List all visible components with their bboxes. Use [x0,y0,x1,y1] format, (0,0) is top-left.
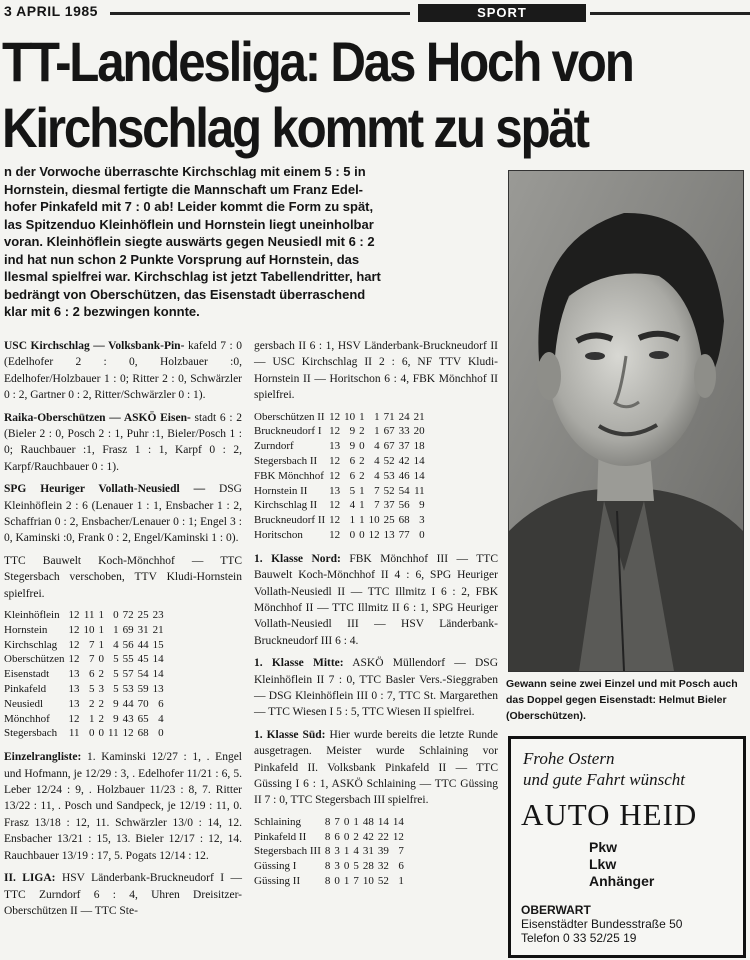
article-column-1 [4,338,242,925]
team-name: Pinkafeld [4,683,47,696]
stat-cell: 1 [113,623,119,636]
team-name: Bruckneudorf II [254,514,326,527]
table-row [4,712,166,727]
result-heading: 1. Klasse Süd: [254,728,326,741]
stat-cell: 1 [88,712,95,725]
stat-cell: 1 [359,499,365,512]
lead-paragraph [4,163,496,321]
table-row [254,454,427,469]
lead-line: llesmal spielfrei war. Kirchschlag ist jetzt Tabellendritter, hart [4,269,381,284]
team-name: Zurndorf [254,440,294,453]
stat-cell: 12 [329,410,341,423]
stat-cell: 13 [68,697,80,710]
stat-cell: 21 [413,410,425,423]
result-paragraph [4,338,242,404]
table-row [254,484,427,499]
team-name: Oberschützen II [254,410,325,423]
stat-cell: 1 [353,815,359,828]
stat-cell: 11 [83,609,95,622]
stat-cell: 0 [359,529,365,541]
stat-cell: 15 [152,638,164,651]
stat-cell: 10 [368,514,380,527]
stat-cell: 25 [383,514,395,527]
team-name: Oberschützen [4,653,65,666]
table-row [254,513,427,528]
table-row [4,726,166,741]
result-heading: SPG Heuriger Vollath-Neusiedl — [4,483,206,496]
result-paragraph: TTC Bauwelt Koch-Mönchhof — TTC Stegersbach verschoben, TTV Kludi-Hornstein spielfrei. [4,554,242,600]
stat-cell: 37 [398,440,410,453]
ad-vehicle-type: Anhänger [589,873,655,889]
stat-cell: 8 [324,845,331,858]
stat-cell: 52 [383,484,395,497]
stat-cell: 67 [383,425,395,438]
stat-cell: 53 [383,469,395,482]
table-row [254,410,427,425]
lead-line: ind hat nun schon 2 Punkte Vorsprung auf Hornstein, das [4,251,360,267]
stat-cell: 8 [324,875,331,888]
stat-cell: 2 [98,697,104,710]
stat-cell: 7 [334,815,340,828]
stat-cell: 12 [329,529,341,541]
stat-cell: 8 [324,860,331,873]
stat-cell: 12 [68,609,80,622]
team-name: Stegersbach III [254,845,321,858]
stat-cell: 5 [113,668,119,681]
stat-cell: 44 [122,697,134,710]
liga-paragraph [4,870,242,919]
result-heading: Raika-Oberschützen — ASKÖ Eisen- [4,411,191,424]
stat-cell: 14 [413,455,425,468]
lead-line: voran. Kleinhöflein siegte auswärts gegen Neusiedl mit 6 : 2 [4,234,375,249]
ad-vehicle-type: Lkw [589,856,617,872]
stat-cell: 2 [359,469,365,482]
stat-cell: 0 [158,727,164,740]
stat-cell: 12 [68,623,80,636]
stat-cell: 5 [349,484,356,497]
stat-cell: 11 [414,484,425,497]
stat-cell: 12 [68,638,80,651]
stat-cell: 13 [152,683,164,696]
team-name: Bruckneudorf I [254,425,322,438]
table-row [254,498,427,513]
stat-cell: 13 [329,440,341,453]
stat-cell: 2 [353,830,359,843]
portrait-image [509,171,743,671]
ad-company-name: AUTO HEID [521,797,698,832]
team-name: Schlaining [254,815,302,828]
stat-cell: 0 [334,875,340,888]
lead-line: bedrängt von Oberschützen, das Eisenstadt überraschend [4,286,366,302]
table-row [254,859,406,874]
result-text: stadt 6 : 2 (Bieler 2 : 0, Posch 2 : 1, Puhr :1, Bieler/Posch 1 : 0; Rauchbauer :1, Frasz 1 : 1, Karpf 0 : 2, Karpf/Rauchbauer 0 : 1). [4,411,242,473]
stat-cell: 14 [152,653,164,666]
liga-text: HSV Länderbank-Bruckneudorf I — TTC Zurndorf 6 : 4, Uhren Dreisitzer-Oberschützen II — TTC Ste- [4,872,242,917]
team-name: Kirchschlag II [254,499,318,512]
stat-cell: 6 [349,469,356,482]
stat-cell: 6 [334,830,340,843]
result-heading: 1. Klasse Nord: [254,552,341,565]
stat-cell: 65 [137,712,149,725]
stat-cell: 4 [374,469,380,482]
stat-cell: 52 [377,875,389,888]
team-name: Kirchschlag [4,638,58,651]
stat-cell: 3 [419,514,425,527]
result-text: ASKÖ Müllendorf — DSG Kleinhöflein II 7 : 0, TTC Basler Vers.-Sieggraben — DSG Kleinhöflein III 0 : 7, TTC St. Margarethen — TTC Wiesen I 5 : 5, TTC Wiesen II spielfrei. [254,657,498,719]
result-heading: USC Kirchschlag — Volksbank-Pin- [4,340,185,352]
table-row [4,667,166,682]
stat-cell: 1 [98,623,104,636]
stat-cell: 2 [98,712,104,725]
header-rule-right [590,12,750,15]
team-name: Hornstein [4,623,48,636]
stat-cell: 1 [359,410,365,423]
ad-greeting-line-1: Frohe Ostern [523,749,615,768]
result-paragraph: gersbach II 6 : 1, HSV Länderbank-Bruckneudorf II — USC Kirchschlag II 2 : 6, NF TTV Kludi-Hornstein II — Horitschon 6 : 4, FBK Mönchhof II spielfrei. [254,340,498,402]
stat-cell: 32 [377,860,389,873]
stat-cell: 0 [113,609,119,622]
stat-cell: 0 [343,815,350,828]
section-tag: SPORT [418,4,586,22]
stat-cell: 5 [113,653,119,666]
stat-cell: 7 [374,484,380,497]
article-column-2 [254,338,498,897]
stat-cell: 0 [343,830,350,843]
stat-cell: 54 [137,668,149,681]
stat-cell: 3 [334,845,340,858]
result-paragraph [4,410,242,476]
result-paragraph [254,727,498,809]
ad-greeting-line-2: und gute Fahrt wünscht [523,770,685,789]
team-name: Eisenstadt [4,668,50,681]
stat-cell: 10 [362,875,374,888]
team-name: Pinkafeld II [254,830,307,843]
advertisement-box [508,736,746,958]
stat-cell: 0 [88,727,95,740]
team-name: Neusiedl [4,697,44,710]
stat-cell: 11 [107,727,119,740]
stat-cell: 12 [68,712,80,725]
stat-cell: 24 [398,410,410,423]
result-text: DSG Kleinhöflein 2 : 6 (Lenauer 1 : 1, Ensbacher 1 : 2, Schaffrian 0 : 2, Ensbacher/Lenauer 0 : 1; Engel 3 : 0, Kaminski :0, Frank 0 : 2, Engel/Kaminski 1 : 0). [4,483,242,545]
stat-cell: 9 [113,697,119,710]
stat-cell: 71 [383,410,395,423]
standings-table-klasse-sued [254,815,406,889]
stat-cell: 9 [113,712,119,725]
stat-cell: 9 [349,425,356,438]
result-paragraph [254,551,498,649]
table-row [254,528,427,543]
stat-cell: 9 [419,499,425,512]
stat-cell: 14 [152,668,164,681]
result-text: Hier wurde bereits die letzte Runde ausgetragen. Meister wurde Schlaining vor Pinkafeld II. Volksbank Pinkafeld II — TTC Güssing I 6 : 1, ASKÖ Schlaining — TTC Güssing II 7 : 0, TTC Stegersbach III spielfrei. [254,728,498,807]
stat-cell: 12 [329,514,341,527]
stat-cell: 28 [362,860,374,873]
standings-table-liga-2 [254,410,427,543]
stat-cell: 33 [398,425,410,438]
stat-cell: 7 [398,845,404,858]
lead-line: n der Vorwoche überraschte Kirchschlag mit einem 5 : 5 in [4,164,366,179]
stat-cell: 13 [329,484,341,497]
stat-cell: 22 [377,830,389,843]
stat-cell: 12 [329,499,341,512]
liga-heading: II. LIGA: [4,872,56,885]
stat-cell: 4 [158,712,164,725]
table-row [4,697,166,712]
stat-cell: 2 [98,668,104,681]
stat-cell: 23 [152,609,164,622]
stat-cell: 42 [398,455,410,468]
ranking-text: 1. Kaminski 12/27 : 1, . Engel und Hofmann, je 12/29 : 3, . Edelhofer 11/21 : 6, 5. Leber 12/24 : 9, . Holzbauer 11/23 : 8, 7. Ritter 13/22 : 11, . Posch und Sandpeck, je 12/19 : 11, 0. Frasz 13/18 : 12, 11. Schwärzler 13/0 : 14, 12. Ensbacher 13/21 : 15, 13. Bieler 12/17 : 12, 14. Rauchbauer 13/19 : 17, 5. Pogats 12/14 : 12. [4,751,243,862]
stat-cell: 48 [362,815,374,828]
stat-cell: 1 [398,875,404,888]
stat-cell: 57 [122,668,134,681]
stat-cell: 6 [349,455,356,468]
stat-cell: 18 [413,440,425,453]
table-row [254,439,427,454]
team-name: Kleinhöflein [4,609,60,622]
stat-cell: 31 [362,845,374,858]
stat-cell: 21 [152,623,164,636]
ad-town: OBERWART [521,903,591,917]
result-text: FBK Mönchhof III — TTC Bauwelt Koch-Mönchhof II 4 : 6, SPG Heuriger Vollath-Neusiedl II — TTC Illmitz I 6 : 2, FBK Mönchhof II — TTC Illmitz II 6 : 1, SPG Heuriger Vollath-Neusiedl III — HSV Länderbank-Bruckneudorf III 6 : 4. [254,552,498,647]
ad-street: Eisenstädter Bundesstraße 50 [521,917,683,931]
stat-cell: 44 [137,638,149,651]
stat-cell: 5 [88,683,95,696]
stat-cell: 42 [362,830,374,843]
stat-cell: 5 [353,860,359,873]
stat-cell: 10 [344,410,356,423]
result-paragraph [4,481,242,547]
stat-cell: 0 [359,440,365,453]
table-row [254,424,427,439]
stat-cell: 72 [122,609,134,622]
stat-cell: 39 [377,845,389,858]
stat-cell: 10 [83,623,95,636]
result-paragraph [254,655,498,721]
stat-cell: 13 [68,683,80,696]
lead-line: hofer Pinkafeld mit 7 : 0 ab! Leider kommt die Form zu spät, [4,199,374,214]
team-name: Güssing I [254,860,297,873]
stat-cell: 12 [392,830,404,843]
stat-cell: 56 [122,638,134,651]
table-row [254,874,406,889]
issue-date: 3 APRIL 1985 [4,3,98,19]
stat-cell: 54 [398,484,410,497]
headline-line-2: Kirchschlag kommt zu spät [2,96,588,159]
stat-cell: 14 [413,469,425,482]
team-name: Hornstein II [254,484,308,497]
table-row [254,830,406,845]
stat-cell: 1 [359,484,365,497]
header-rule-left [110,12,410,15]
stat-cell: 6 [398,860,404,873]
stat-cell: 3 [98,683,104,696]
stat-cell: 4 [349,499,356,512]
stat-cell: 55 [122,653,134,666]
table-row [4,608,166,623]
team-name: Stegersbach [4,727,58,740]
table-row [4,623,166,638]
stat-cell: 1 [343,875,350,888]
standings-table-landesliga [4,608,166,741]
stat-cell: 7 [88,653,95,666]
table-row [4,652,166,667]
stat-cell: 1 [359,514,365,527]
result-heading: 1. Klasse Mitte: [254,657,344,670]
stat-cell: 46 [398,469,410,482]
stat-cell: 13 [68,668,80,681]
stat-cell: 45 [137,653,149,666]
stat-cell: 43 [122,712,134,725]
stat-cell: 0 [98,727,104,740]
table-row [254,815,406,830]
stat-cell: 2 [359,425,365,438]
stat-cell: 12 [68,653,80,666]
team-name: FBK Mönchhof [254,469,324,482]
stat-cell: 14 [392,815,404,828]
team-name: Güssing II [254,875,301,888]
stat-cell: 4 [374,455,380,468]
stat-cell: 8 [324,830,331,843]
stat-cell: 31 [137,623,149,636]
stat-cell: 11 [68,727,80,740]
stat-cell: 68 [398,514,410,527]
stat-cell: 52 [383,455,395,468]
ad-vehicle-type: Pkw [589,839,618,855]
ranking-heading: Einzelrangliste: [4,751,82,764]
stat-cell: 8 [324,815,331,828]
stat-cell: 69 [122,623,134,636]
stat-cell: 0 [349,529,356,541]
stat-cell: 0 [419,529,425,541]
stat-cell: 1 [98,638,104,651]
table-row [4,682,166,697]
result-text: kafeld 7 : 0 (Edelhofer 2 : 0, Holzbauer :0, Edelhofer/Holzbauer 1 : 0; Ritter 2 : 0, Schwärzler 0 : 2, Gartner 0 : 2, Ritter/Schwärzler 0 : 1). [4,340,242,402]
stat-cell: 3 [334,860,340,873]
ad-phone: Telefon 0 33 52/25 19 [521,931,637,945]
stat-cell: 67 [383,440,395,453]
team-name: Horitschon [254,529,303,541]
stat-cell: 1 [374,410,380,423]
stat-cell: 13 [383,529,395,541]
team-name: Stegersbach II [254,455,318,468]
stat-cell: 14 [377,815,389,828]
stat-cell: 1 [374,425,380,438]
photo-caption: Gewann seine zwei Einzel und mit Posch auch das Doppel gegen Eisenstadt: Helmut Bieler (Oberschützen). [506,678,738,722]
ranking-paragraph [4,749,242,864]
stat-cell: 70 [137,697,149,710]
stat-cell: 12 [329,469,341,482]
stat-cell: 7 [353,875,359,888]
stat-cell: 4 [353,845,359,858]
stat-cell: 20 [413,425,425,438]
stat-cell: 53 [122,683,134,696]
player-photo [508,170,744,672]
stat-cell: 6 [88,668,95,681]
lead-line: las Spitzenduo Kleinhöflein und Hornstein liegt uneinholbar [4,216,374,232]
table-row [254,844,406,859]
stat-cell: 9 [349,440,356,453]
stat-cell: 6 [158,697,164,710]
stat-cell: 5 [113,683,119,696]
stat-cell: 12 [122,727,134,740]
table-row [4,638,166,653]
stat-cell: 7 [88,638,95,651]
stat-cell: 4 [374,440,380,453]
stat-cell: 68 [137,727,149,740]
stat-cell: 77 [398,529,410,541]
stat-cell: 1 [98,609,104,622]
stat-cell: 56 [398,499,410,512]
stat-cell: 2 [88,697,95,710]
stat-cell: 12 [329,455,341,468]
stat-cell: 0 [343,860,350,873]
stat-cell: 7 [374,499,380,512]
headline-line-1: TT-Landesliga: Das Hoch von [2,30,633,93]
stat-cell: 0 [98,653,104,666]
stat-cell: 25 [137,609,149,622]
stat-cell: 12 [368,529,380,541]
stat-cell: 1 [349,514,356,527]
stat-cell: 4 [113,638,119,651]
stat-cell: 37 [383,499,395,512]
team-name: Mönchhof [4,712,50,725]
table-row [254,469,427,484]
lead-line: Hornstein, diesmal fertigte die Mannschaft um Franz Edel- [4,181,364,197]
stat-cell: 2 [359,455,365,468]
stat-cell: 12 [329,425,341,438]
lead-line: klar mit 6 : 2 bezwingen konnte. [4,304,200,319]
stat-cell: 1 [343,845,350,858]
stat-cell: 59 [137,683,149,696]
